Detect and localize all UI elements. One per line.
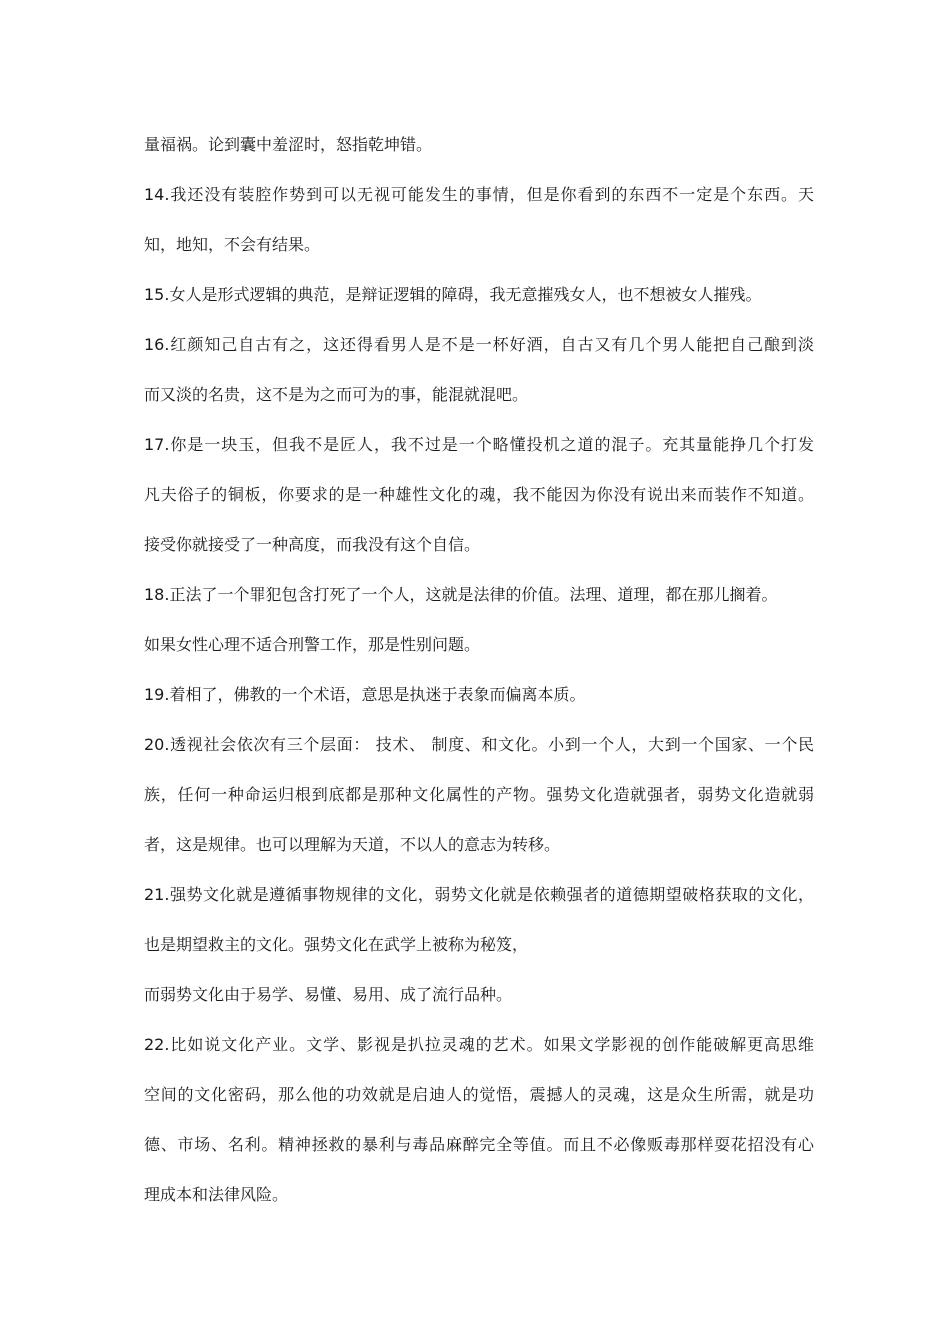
text-line: 14.我还没有装腔作势到可以无视可能发生的事情，但是你看到的东西不一定是个东西。天 xyxy=(144,185,814,204)
text-line: 如果女性心理不适合刑警工作，那是性别问题。 xyxy=(144,635,481,654)
text-line: 22.比如说文化产业。文学、影视是扒拉灵魂的艺术。如果文学影视的创作能破解更高思维 xyxy=(144,1035,814,1054)
text-line: 而弱势文化由于易学、易懂、易用、成了流行品种。 xyxy=(144,985,513,1004)
text-line: 德、市场、名利。精神拯救的暴利与毒品麻醉完全等值。而且不必像贩毒那样耍花招没有心 xyxy=(144,1135,814,1154)
text-line: 15.女人是形式逻辑的典范，是辩证逻辑的障碍，我无意摧残女人，也不想被女人摧残。 xyxy=(144,285,762,304)
text-line: 16.红颜知己自古有之，这还得看男人是不是一杯好酒，自古又有几个男人能把自己酿到淡 xyxy=(144,335,814,354)
text-line: 族，任何一种命运归根到底都是那种文化属性的产物。强势文化造就强者，弱势文化造就弱 xyxy=(144,785,814,804)
text-line: 21.强势文化就是遵循事物规律的文化，弱势文化就是依赖强者的道德期望破格获取的文化， xyxy=(144,885,814,904)
text-line: 量福祸。论到囊中羞涩时，怒指乾坤错。 xyxy=(144,135,433,154)
text-line: 也是期望救主的文化。强势文化在武学上被称为秘笈， xyxy=(144,935,529,954)
text-line: 而又淡的名贵，这不是为之而可为的事，能混就混吧。 xyxy=(144,385,529,404)
text-line: 18.正法了一个罪犯包含打死了一个人，这就是法律的价值。法理、道理，都在那儿搁着。 xyxy=(144,585,778,604)
text-line: 17.你是一块玉，但我不是匠人，我不过是一个略懂投机之道的混子。充其量能挣几个打发 xyxy=(144,435,814,454)
text-line: 理成本和法律风险。 xyxy=(144,1185,289,1204)
text-line: 空间的文化密码，那么他的功效就是启迪人的觉悟，震撼人的灵魂，这是众生所需，就是功 xyxy=(144,1085,814,1104)
text-line: 者，这是规律。也可以理解为天道，不以人的意志为转移。 xyxy=(144,835,561,854)
document-body xyxy=(144,120,814,1220)
text-line: 知，地知，不会有结果。 xyxy=(144,235,321,254)
text-line: 19.着相了，佛教的一个术语，意思是执迷于表象而偏离本质。 xyxy=(144,685,586,704)
text-line: 凡夫俗子的铜板，你要求的是一种雄性文化的魂，我不能因为你没有说出来而装作不知道。 xyxy=(144,485,814,504)
text-line: 接受你就接受了一种高度，而我没有这个自信。 xyxy=(144,535,481,554)
text-line: 20.透视社会依次有三个层面： 技术、 制度、和文化。小到一个人，大到一个国家、一个民 xyxy=(144,735,814,754)
